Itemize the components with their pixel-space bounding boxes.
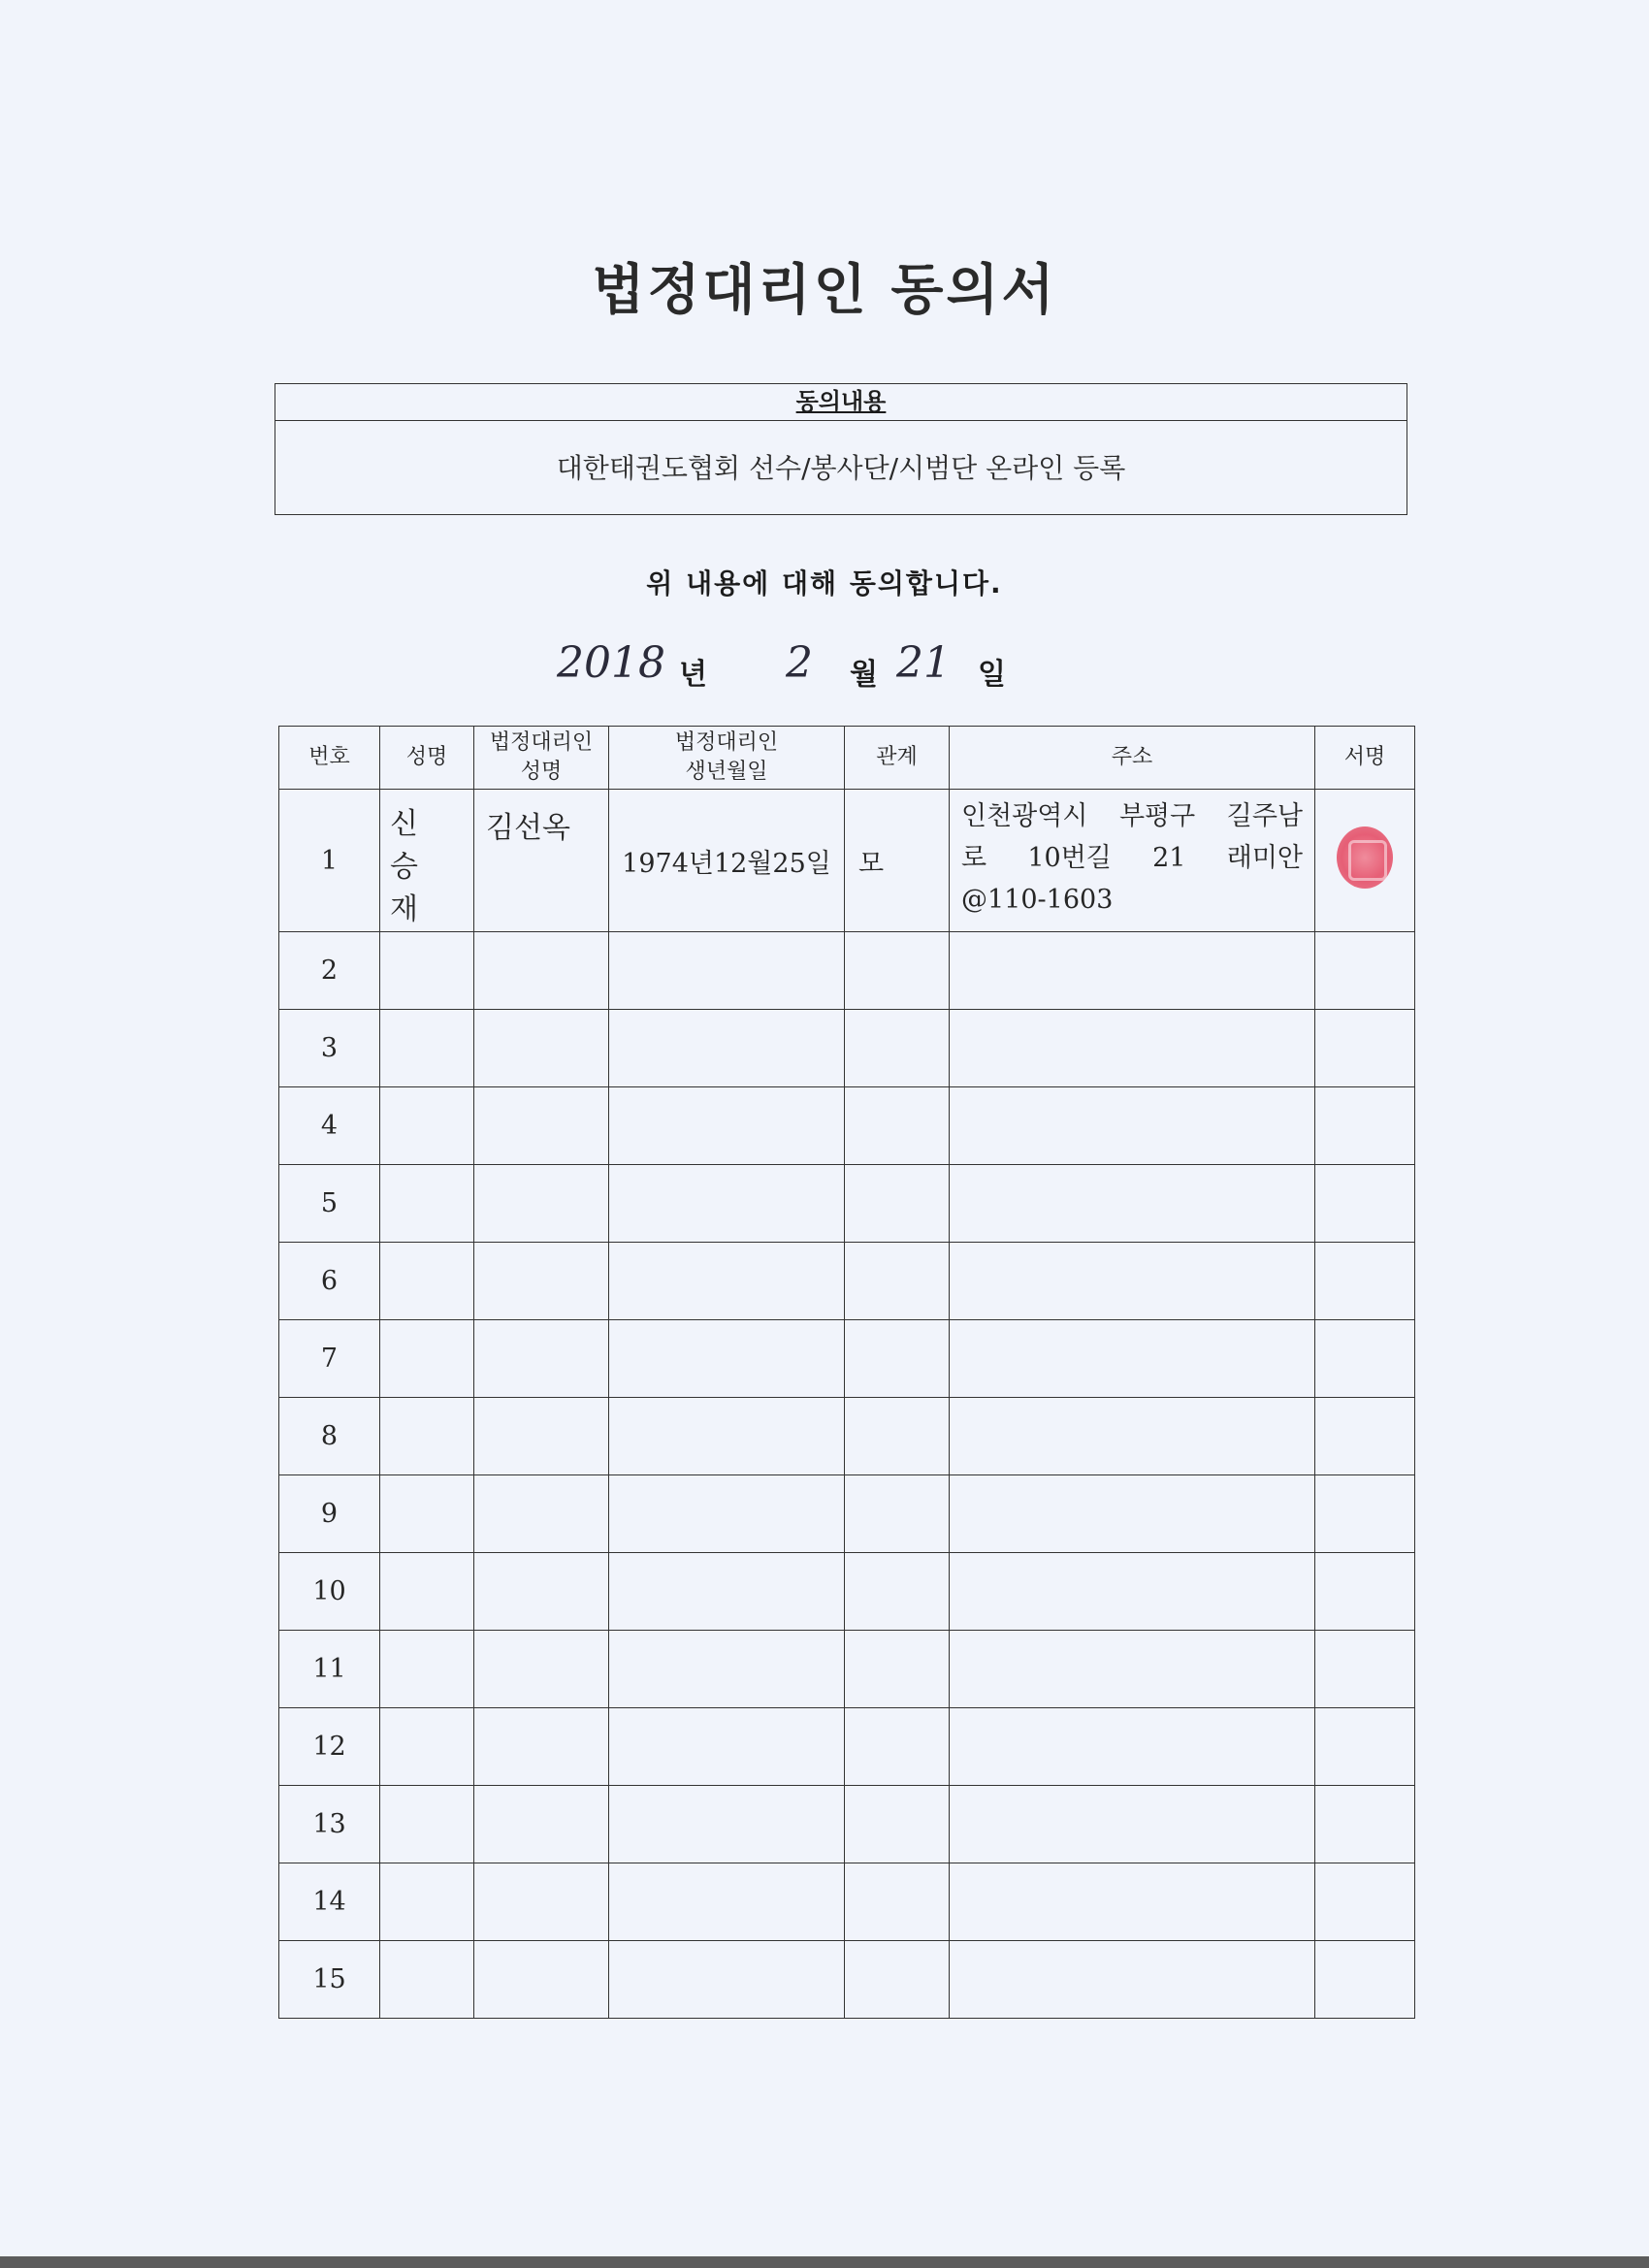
cell-address: [950, 1786, 1315, 1863]
table-row: [279, 1863, 1415, 1941]
cell-signature: [1315, 1863, 1415, 1941]
cell-relation: [845, 1010, 950, 1087]
cell-relation: [845, 1165, 950, 1243]
cell-rep-name: [474, 1553, 609, 1631]
cell-rep-name: [474, 1863, 609, 1941]
cell-rep-name: [474, 1941, 609, 2019]
table-row: [279, 790, 1415, 932]
cell-signature: [1315, 1010, 1415, 1087]
cell-rep-birth: [609, 1243, 845, 1320]
date-month-label: 월: [850, 658, 878, 692]
cell-address: [950, 1398, 1315, 1475]
cell-relation: [845, 1320, 950, 1398]
cell-rep-name: [474, 1243, 609, 1320]
signature-seal-icon: [1337, 826, 1393, 889]
cell-address: [950, 1010, 1315, 1087]
cell-rep-birth: 1974년12월25일: [609, 790, 845, 932]
header-rep-birth: [609, 727, 845, 790]
cell-signature: [1315, 1398, 1415, 1475]
cell-no: 12: [279, 1708, 380, 1786]
cell-name: [380, 1708, 474, 1786]
cell-rep-name: [474, 1475, 609, 1553]
cell-rep-name: [474, 1010, 609, 1087]
cell-no: 9: [279, 1475, 380, 1553]
cell-address: [950, 1631, 1315, 1708]
cell-name: [380, 1087, 474, 1165]
cell-address: [950, 932, 1315, 1010]
cell-relation: [845, 1708, 950, 1786]
table-row: [279, 1475, 1415, 1553]
header-relation: 관계: [845, 727, 950, 790]
table-row: [279, 1087, 1415, 1165]
cell-relation: [845, 1863, 950, 1941]
header-signature: 서명: [1315, 727, 1415, 790]
document-title: 법정대리인 동의서: [592, 259, 1057, 322]
cell-name: [380, 932, 474, 1010]
cell-address: [950, 1553, 1315, 1631]
table-row: [279, 1708, 1415, 1786]
date-month-handwritten: 2: [786, 638, 813, 688]
cell-signature: [1315, 1320, 1415, 1398]
cell-name: 신승재: [380, 790, 474, 932]
cell-signature: [1315, 1165, 1415, 1243]
cell-no: 10: [279, 1553, 380, 1631]
cell-rep-name: [474, 932, 609, 1010]
table-row: [279, 1631, 1415, 1708]
consent-header: 동의내용: [275, 384, 1406, 421]
table-row: [279, 1165, 1415, 1243]
header-rep-name: [474, 727, 609, 790]
header-address: 주소: [950, 727, 1315, 790]
table-row: [279, 1243, 1415, 1320]
representative-table: [278, 726, 1415, 2019]
cell-rep-birth: [609, 1863, 845, 1941]
cell-signature: [1315, 1475, 1415, 1553]
header-rep-birth-line1: 법정대리인: [674, 730, 779, 755]
cell-relation: [845, 932, 950, 1010]
cell-rep-birth: [609, 1475, 845, 1553]
cell-rep-birth: [609, 1941, 845, 2019]
date-year-handwritten: 2018: [557, 638, 665, 688]
table-row: [279, 1553, 1415, 1631]
cell-rep-name: [474, 1786, 609, 1863]
cell-no: 4: [279, 1087, 380, 1165]
cell-no: 14: [279, 1863, 380, 1941]
cell-name: [380, 1165, 474, 1243]
cell-name: [380, 1941, 474, 2019]
cell-no: 13: [279, 1786, 380, 1863]
table-row: [279, 1398, 1415, 1475]
cell-rep-birth: [609, 1631, 845, 1708]
cell-signature: [1315, 1243, 1415, 1320]
date-year-label: 년: [679, 658, 707, 692]
consent-content-box: [275, 383, 1407, 515]
cell-rep-name: [474, 1398, 609, 1475]
cell-address: [950, 1475, 1315, 1553]
cell-relation: [845, 1786, 950, 1863]
cell-rep-name: [474, 1631, 609, 1708]
cell-rep-name: [474, 1087, 609, 1165]
cell-name: [380, 1010, 474, 1087]
cell-rep-birth: [609, 1786, 845, 1863]
cell-no: 8: [279, 1398, 380, 1475]
cell-no: 11: [279, 1631, 380, 1708]
cell-rep-name: [474, 1165, 609, 1243]
cell-rep-birth: [609, 1398, 845, 1475]
cell-rep-birth: [609, 1708, 845, 1786]
header-name: 성명: [380, 727, 474, 790]
cell-address: [950, 1708, 1315, 1786]
cell-rep-birth: [609, 932, 845, 1010]
cell-no: 5: [279, 1165, 380, 1243]
table-header-row: [279, 727, 1415, 790]
cell-signature: [1315, 1708, 1415, 1786]
header-no: 번호: [279, 727, 380, 790]
cell-relation: [845, 1941, 950, 2019]
cell-relation: [845, 1475, 950, 1553]
header-rep-name-line1: 법정대리인: [489, 730, 594, 755]
cell-address: [950, 1087, 1315, 1165]
cell-no: 1: [279, 790, 380, 932]
agreement-statement: 위 내용에 대해 동의합니다.: [646, 567, 1003, 599]
cell-name: [380, 1786, 474, 1863]
cell-rep-birth: [609, 1553, 845, 1631]
cell-no: 15: [279, 1941, 380, 2019]
cell-rep-birth: [609, 1087, 845, 1165]
cell-signature: [1315, 932, 1415, 1010]
cell-name: [380, 1398, 474, 1475]
cell-relation: [845, 1631, 950, 1708]
cell-signature: [1315, 1786, 1415, 1863]
cell-no: 3: [279, 1010, 380, 1087]
cell-signature: [1315, 1941, 1415, 2019]
cell-rep-name: [474, 1708, 609, 1786]
cell-rep-birth: [609, 1320, 845, 1398]
header-rep-birth-line2: 생년월일: [685, 760, 768, 784]
cell-name: [380, 1863, 474, 1941]
cell-name: [380, 1320, 474, 1398]
cell-relation: [845, 1553, 950, 1631]
cell-no: 6: [279, 1243, 380, 1320]
table-row: [279, 1320, 1415, 1398]
cell-address: [950, 1320, 1315, 1398]
cell-address: [950, 1941, 1315, 2019]
cell-address: [950, 1863, 1315, 1941]
cell-relation: [845, 1243, 950, 1320]
cell-rep-birth: [609, 1010, 845, 1087]
header-rep-name-line2: 성명: [520, 760, 563, 784]
cell-relation: [845, 1087, 950, 1165]
cell-rep-birth: [609, 1165, 845, 1243]
date-day-handwritten: 21: [896, 638, 951, 688]
table-row: [279, 1010, 1415, 1087]
cell-signature: [1315, 1087, 1415, 1165]
cell-rep-name: 김선옥: [474, 790, 609, 932]
cell-signature: [1315, 790, 1415, 932]
table-row: [279, 1941, 1415, 2019]
cell-name: [380, 1243, 474, 1320]
cell-name: [380, 1553, 474, 1631]
cell-no: 2: [279, 932, 380, 1010]
date-day-label: 일: [978, 658, 1006, 692]
cell-name: [380, 1475, 474, 1553]
scan-edge-shadow: [0, 2256, 1649, 2268]
table-row: [279, 932, 1415, 1010]
cell-name: [380, 1631, 474, 1708]
consent-body: 대한태권도협회 선수/봉사단/시범단 온라인 등록: [556, 452, 1126, 484]
cell-signature: [1315, 1553, 1415, 1631]
cell-no: 7: [279, 1320, 380, 1398]
table-row: [279, 1786, 1415, 1863]
cell-address: [950, 1165, 1315, 1243]
cell-address: [950, 1243, 1315, 1320]
cell-signature: [1315, 1631, 1415, 1708]
cell-rep-name: [474, 1320, 609, 1398]
cell-address: 인천광역시 부평구 길주남로 10번길 21 래미안@110-1603: [950, 790, 1315, 932]
cell-relation: [845, 1398, 950, 1475]
cell-relation: 모: [845, 790, 950, 932]
